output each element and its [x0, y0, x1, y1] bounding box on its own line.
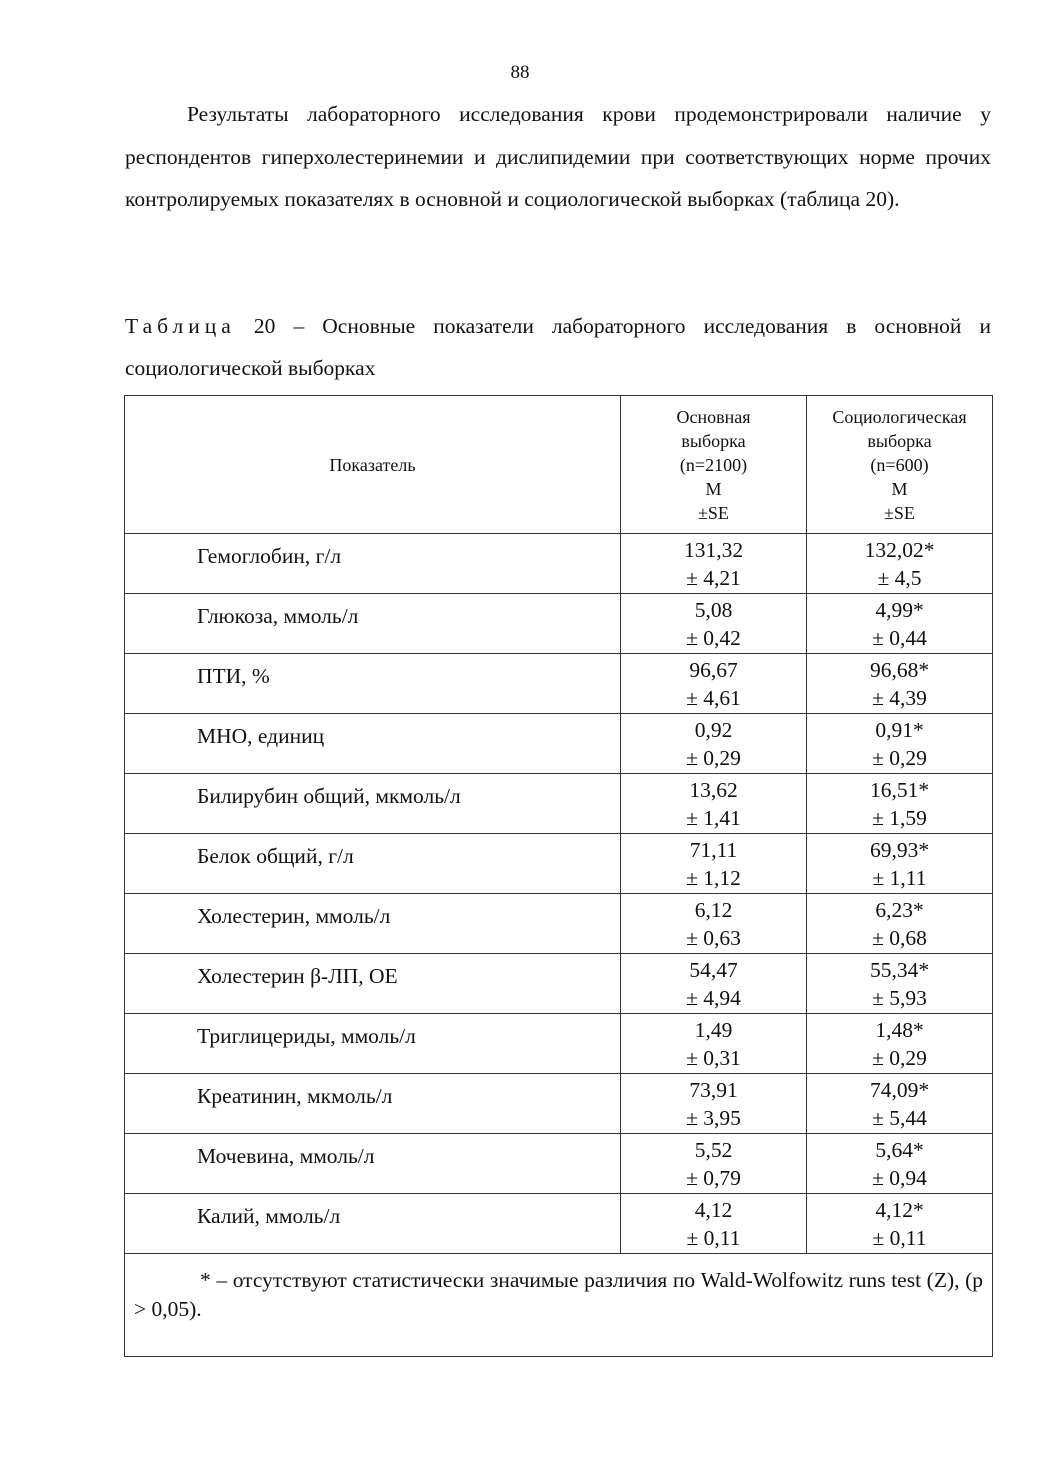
socio-sample-value-se: ± 0,11 [872, 1225, 927, 1250]
main-sample-value-mean: 71,11 [689, 838, 738, 862]
main-sample-value-mean: 4,12 [694, 1198, 733, 1222]
main-sample-value-mean: 0,92 [694, 718, 733, 742]
socio-sample-value [807, 834, 993, 894]
main-sample-value [621, 594, 807, 654]
row-indicator-name: ПТИ, % [125, 654, 621, 714]
table-row [125, 894, 993, 954]
main-sample-value [621, 894, 807, 954]
table-header-row [125, 396, 993, 534]
table-row [125, 1194, 993, 1254]
table-caption [125, 305, 991, 389]
socio-sample-value [807, 894, 993, 954]
header-socio-line: Социологическая [832, 406, 967, 427]
header-socio-line: ±SE [884, 502, 915, 523]
header-main-sample [621, 396, 807, 534]
socio-sample-value [807, 714, 993, 774]
row-indicator-name: Билирубин общий, мкмоль/л [125, 774, 621, 834]
main-sample-value [621, 1134, 807, 1194]
socio-sample-value-se: ± 4,5 [877, 565, 922, 590]
table-row [125, 774, 993, 834]
socio-sample-value-mean: 69,93* [869, 838, 930, 862]
main-sample-value-se: ± 1,41 [686, 805, 741, 830]
socio-sample-value-se: ± 4,39 [872, 685, 927, 710]
table-row [125, 714, 993, 774]
row-indicator-name: Холестерин β-ЛП, ОЕ [125, 954, 621, 1014]
table-row [125, 1134, 993, 1194]
table-row [125, 954, 993, 1014]
socio-sample-value-mean: 0,91* [875, 718, 924, 742]
socio-sample-value-mean: 5,64* [875, 1138, 924, 1162]
main-sample-value-mean: 131,32 [683, 538, 744, 562]
socio-sample-value-se: ± 5,93 [872, 985, 927, 1010]
socio-sample-value-se: ± 0,94 [872, 1165, 927, 1190]
main-sample-value-mean: 54,47 [689, 958, 738, 982]
socio-sample-value [807, 534, 993, 594]
main-sample-value-mean: 1,49 [694, 1018, 733, 1042]
socio-sample-value-mean: 16,51* [869, 778, 930, 802]
socio-sample-value [807, 774, 993, 834]
socio-sample-value-se: ± 1,11 [872, 865, 927, 890]
main-sample-value [621, 1074, 807, 1134]
main-sample-value-se: ± 0,63 [686, 925, 741, 950]
socio-sample-value-se: ± 1,59 [872, 805, 927, 830]
main-sample-value [621, 834, 807, 894]
socio-sample-value-mean: 96,68* [869, 658, 930, 682]
socio-sample-value-mean: 4,99* [875, 598, 924, 622]
table-caption-label: Таблица [125, 314, 236, 338]
main-sample-value [621, 1194, 807, 1254]
header-main-line: ±SE [698, 502, 729, 523]
header-main-line: М [705, 478, 722, 499]
row-indicator-name: Калий, ммоль/л [125, 1194, 621, 1254]
socio-sample-value-mean: 6,23* [875, 898, 924, 922]
socio-sample-value [807, 1134, 993, 1194]
main-sample-value-mean: 6,12 [694, 898, 733, 922]
main-sample-value-se: ± 0,11 [686, 1225, 741, 1250]
header-socio-line: выборка [867, 430, 932, 451]
row-indicator-name: Гемоглобин, г/л [125, 534, 621, 594]
intro-paragraph: Результаты лабораторного исследования крови продемонстрировали наличие у респондентов гиперхолестеринемии и дислипидемии при соответствующих норме прочих контролируемых показателях в основной и социологической выборках (таблица 20). [125, 102, 991, 211]
table-row [125, 834, 993, 894]
table-note [125, 1254, 993, 1357]
main-sample-value [621, 1014, 807, 1074]
main-sample-value [621, 774, 807, 834]
table-row [125, 1074, 993, 1134]
socio-sample-value-mean: 4,12* [875, 1198, 924, 1222]
table-note-text: * – отсутствуют статистически значимые различия по Wald-Wolfowitz runs test (Z), (p > 0,05). [134, 1268, 983, 1321]
main-sample-value-se: ± 1,12 [686, 865, 741, 890]
socio-sample-value [807, 594, 993, 654]
row-indicator-name: Белок общий, г/л [125, 834, 621, 894]
header-socio-sample [807, 396, 993, 534]
socio-sample-value-se: ± 5,44 [872, 1105, 927, 1130]
header-main-line: (n=2100) [679, 454, 748, 475]
main-sample-value [621, 714, 807, 774]
socio-sample-value [807, 954, 993, 1014]
lab-results-table [124, 395, 993, 1357]
socio-sample-value-mean: 74,09* [869, 1078, 930, 1102]
row-indicator-name: Триглицериды, ммоль/л [125, 1014, 621, 1074]
main-sample-value-mean: 73,91 [689, 1078, 738, 1102]
socio-sample-value-mean: 1,48* [875, 1018, 924, 1042]
main-sample-value-se: ± 0,79 [686, 1165, 741, 1190]
main-sample-value-se: ± 4,94 [686, 985, 741, 1010]
header-main-line: выборка [681, 430, 746, 451]
page-number: 88 [510, 62, 530, 83]
socio-sample-value-mean: 55,34* [869, 958, 930, 982]
header-socio-line: М [891, 478, 908, 499]
row-indicator-name: Глюкоза, ммоль/л [125, 594, 621, 654]
main-sample-value [621, 654, 807, 714]
header-indicator: Показатель [125, 396, 621, 534]
table-row [125, 1014, 993, 1074]
row-indicator-name: Креатинин, мкмоль/л [125, 1074, 621, 1134]
socio-sample-value [807, 654, 993, 714]
socio-sample-value-mean: 132,02* [864, 538, 935, 562]
table-row [125, 594, 993, 654]
main-sample-value-mean: 96,67 [689, 658, 738, 682]
socio-sample-value [807, 1074, 993, 1134]
row-indicator-name: Мочевина, ммоль/л [125, 1134, 621, 1194]
table-note-row [125, 1254, 993, 1357]
main-sample-value-mean: 5,08 [694, 598, 733, 622]
main-sample-value-se: ± 3,95 [686, 1105, 741, 1130]
row-indicator-name: Холестерин, ммоль/л [125, 894, 621, 954]
header-main-line: Основная [676, 406, 751, 427]
row-indicator-name: МНО, единиц [125, 714, 621, 774]
main-sample-value-mean: 13,62 [689, 778, 738, 802]
main-sample-value-se: ± 0,29 [686, 745, 741, 770]
main-sample-value [621, 954, 807, 1014]
main-sample-value [621, 534, 807, 594]
socio-sample-value [807, 1014, 993, 1074]
main-sample-value-se: ± 4,61 [686, 685, 741, 710]
main-sample-value-mean: 5,52 [694, 1138, 733, 1162]
table-row [125, 534, 993, 594]
socio-sample-value [807, 1194, 993, 1254]
header-socio-line: (n=600) [870, 454, 929, 475]
main-sample-value-se: ± 0,31 [686, 1045, 741, 1070]
main-sample-value-se: ± 4,21 [686, 565, 741, 590]
table-row [125, 654, 993, 714]
main-sample-value-se: ± 0,42 [686, 625, 741, 650]
table-body [125, 534, 993, 1254]
socio-sample-value-se: ± 0,29 [872, 745, 927, 770]
socio-sample-value-se: ± 0,44 [872, 625, 927, 650]
socio-sample-value-se: ± 0,68 [872, 925, 927, 950]
table-caption-text: 20 – Основные показатели лабораторного исследования в основной и социологической выборках [125, 314, 991, 380]
socio-sample-value-se: ± 0,29 [872, 1045, 927, 1070]
